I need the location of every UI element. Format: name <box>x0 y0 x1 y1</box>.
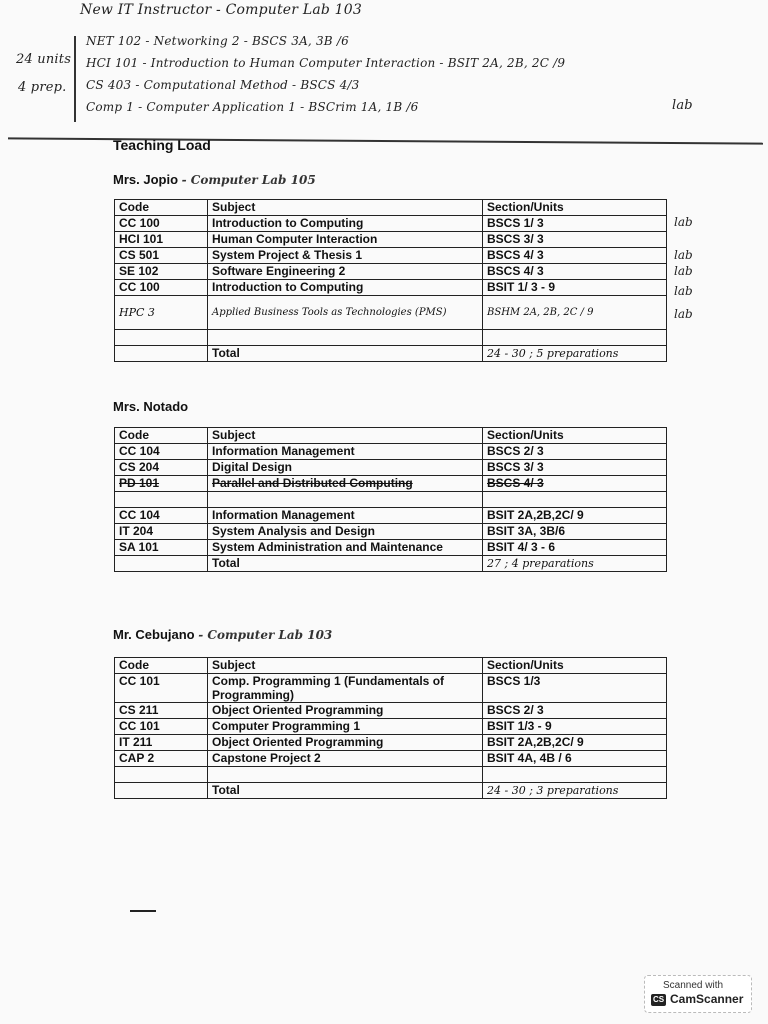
cell-subject: Object Oriented Programming <box>208 703 483 719</box>
cell-section: BSCS 4/ 3 <box>483 248 667 264</box>
total-note: 24 - 30 ; 5 preparations <box>487 347 619 360</box>
cell-subject: Applied Business Tools as Technologies (PMS) <box>208 296 483 330</box>
cell-subject: Digital Design <box>208 460 483 476</box>
cell-subject: Software Engineering 2 <box>208 264 483 280</box>
lab-note: lab <box>674 248 693 262</box>
header-subject: Subject <box>208 200 483 216</box>
teacher-lab-note: - Computer Lab 103 <box>198 628 333 642</box>
cell-subject <box>208 767 483 783</box>
handwritten-left-note-prep: 4 prep. <box>18 80 67 95</box>
cell-code: HPC 3 <box>115 296 208 330</box>
cell-code: CS 211 <box>115 703 208 719</box>
scanned-with-label: Scanned with <box>663 980 724 991</box>
cell-subject: Introduction to Computing <box>208 280 483 296</box>
table-row <box>115 444 667 460</box>
camscanner-watermark <box>644 975 752 1013</box>
cell-subject: Parallel and Distributed Computing <box>208 476 483 492</box>
handwritten-lab-note: lab <box>672 98 693 113</box>
total-value <box>483 346 667 362</box>
header-section: Section/Units <box>483 658 667 674</box>
handwritten-title: New IT Instructor - Computer Lab 103 <box>80 2 362 18</box>
load-table-jopio <box>114 199 667 362</box>
teacher-name: Mr. Cebujano <box>113 627 195 642</box>
table-header-row <box>115 428 667 444</box>
table-total-row <box>115 556 667 572</box>
cell-subject <box>208 492 483 508</box>
total-note: 27 ; 4 preparations <box>487 557 594 570</box>
header-code: Code <box>115 658 208 674</box>
lab-note: lab <box>674 307 693 321</box>
cell-code: CS 501 <box>115 248 208 264</box>
cell-code: IT 204 <box>115 524 208 540</box>
cell-section: BSCS 2/ 3 <box>483 703 667 719</box>
header-subject: Subject <box>208 658 483 674</box>
cell-subject: System Analysis and Design <box>208 524 483 540</box>
table-row <box>115 216 667 232</box>
cell-subject: Object Oriented Programming <box>208 735 483 751</box>
table-row <box>115 767 667 783</box>
cell-code <box>115 330 208 346</box>
cell-code <box>115 346 208 362</box>
lab-note: lab <box>674 215 693 229</box>
table-row <box>115 674 667 703</box>
table-row <box>115 460 667 476</box>
cell-section: BSIT 3A, 3B/6 <box>483 524 667 540</box>
cell-code: SE 102 <box>115 264 208 280</box>
table-row <box>115 296 667 330</box>
cell-section: BSCS 1/3 <box>483 674 667 703</box>
cell-code: CS 204 <box>115 460 208 476</box>
handwritten-left-note-units: 24 units <box>16 52 72 67</box>
table-row <box>115 330 667 346</box>
cell-code <box>115 492 208 508</box>
cell-section: BSIT 1/3 - 9 <box>483 719 667 735</box>
cell-subject: System Administration and Maintenance <box>208 540 483 556</box>
table-row <box>115 751 667 767</box>
teacher-name-jopio <box>113 172 316 187</box>
table-row <box>115 508 667 524</box>
handwritten-bracket <box>74 36 76 122</box>
teaching-load-title: Teaching Load <box>113 137 211 153</box>
table-row <box>115 735 667 751</box>
cell-code: CC 100 <box>115 280 208 296</box>
teacher-name: Mrs. Notado <box>113 399 189 414</box>
handwritten-line-1: NET 102 - Networking 2 - BSCS 3A, 3B /6 <box>86 34 349 48</box>
cell-code: CC 101 <box>115 719 208 735</box>
cell-subject: Information Management <box>208 444 483 460</box>
camscanner-logo-icon: CS <box>652 995 665 1004</box>
handwritten-dash <box>130 910 156 912</box>
cell-code: CC 101 <box>115 674 208 703</box>
cell-subject: Comp. Programming 1 (Fundamentals of Programming) <box>208 674 483 703</box>
cell-subject: Introduction to Computing <box>208 216 483 232</box>
header-code: Code <box>115 200 208 216</box>
cell-section: BSHM 2A, 2B, 2C / 9 <box>483 296 667 330</box>
cell-code: HCI 101 <box>115 232 208 248</box>
cell-section: BSIT 1/ 3 - 9 <box>483 280 667 296</box>
cell-code: IT 211 <box>115 735 208 751</box>
cell-subject: System Project & Thesis 1 <box>208 248 483 264</box>
header-subject: Subject <box>208 428 483 444</box>
table-total-row <box>115 783 667 799</box>
lab-note: lab <box>674 264 693 278</box>
table-row <box>115 524 667 540</box>
cell-section: BSIT 4A, 4B / 6 <box>483 751 667 767</box>
cell-section: BSCS 1/ 3 <box>483 216 667 232</box>
teacher-name-cebujano <box>113 627 332 642</box>
table-row-struck <box>115 476 667 492</box>
teacher-name: Mrs. Jopio <box>113 172 179 187</box>
camscanner-name: CamScanner <box>670 992 744 1006</box>
cell-section <box>483 492 667 508</box>
table-header-row <box>115 200 667 216</box>
cell-section: BSIT 2A,2B,2C/ 9 <box>483 735 667 751</box>
table-row <box>115 232 667 248</box>
total-label: Total <box>208 346 483 362</box>
cell-code <box>115 767 208 783</box>
load-table-cebujano <box>114 657 667 799</box>
cell-section: BSCS 4/ 3 <box>483 476 667 492</box>
cell-section: BSCS 2/ 3 <box>483 444 667 460</box>
total-note: 24 - 30 ; 3 preparations <box>487 784 619 797</box>
cell-code: CC 104 <box>115 444 208 460</box>
header-section: Section/Units <box>483 200 667 216</box>
cell-code: CC 104 <box>115 508 208 524</box>
table-row <box>115 248 667 264</box>
handwritten-line-3: CS 403 - Computational Method - BSCS 4/3 <box>86 78 360 92</box>
handwritten-line-2: HCI 101 - Introduction to Human Computer Interaction - BSIT 2A, 2B, 2C /9 <box>86 56 566 70</box>
cell-code: CAP 2 <box>115 751 208 767</box>
total-value <box>483 556 667 572</box>
cell-code <box>115 783 208 799</box>
cell-code: PD 101 <box>115 476 208 492</box>
cell-code <box>115 556 208 572</box>
cell-subject: Human Computer Interaction <box>208 232 483 248</box>
cell-subject: Computer Programming 1 <box>208 719 483 735</box>
cell-section <box>483 330 667 346</box>
cell-subject: Information Management <box>208 508 483 524</box>
cell-section: BSIT 2A,2B,2C/ 9 <box>483 508 667 524</box>
total-value <box>483 783 667 799</box>
table-row <box>115 264 667 280</box>
cell-code: CC 100 <box>115 216 208 232</box>
cell-section: BSCS 3/ 3 <box>483 232 667 248</box>
cell-code: SA 101 <box>115 540 208 556</box>
table-row <box>115 280 667 296</box>
cell-section: BSIT 4/ 3 - 6 <box>483 540 667 556</box>
table-row <box>115 540 667 556</box>
header-section: Section/Units <box>483 428 667 444</box>
table-row <box>115 703 667 719</box>
cell-section: BSCS 3/ 3 <box>483 460 667 476</box>
handwritten-line-4: Comp 1 - Computer Application 1 - BSCrim 1A, 1B /6 <box>86 100 419 114</box>
lab-note: lab <box>674 284 693 298</box>
cell-subject: Capstone Project 2 <box>208 751 483 767</box>
teacher-name-notado <box>113 399 188 414</box>
cell-section: BSCS 4/ 3 <box>483 264 667 280</box>
cell-subject <box>208 330 483 346</box>
load-table-notado <box>114 427 667 572</box>
header-code: Code <box>115 428 208 444</box>
table-row <box>115 492 667 508</box>
table-total-row <box>115 346 667 362</box>
total-label: Total <box>208 556 483 572</box>
table-header-row <box>115 658 667 674</box>
teacher-lab-note: - Computer Lab 105 <box>181 173 316 187</box>
table-row <box>115 719 667 735</box>
total-label: Total <box>208 783 483 799</box>
cell-section <box>483 767 667 783</box>
